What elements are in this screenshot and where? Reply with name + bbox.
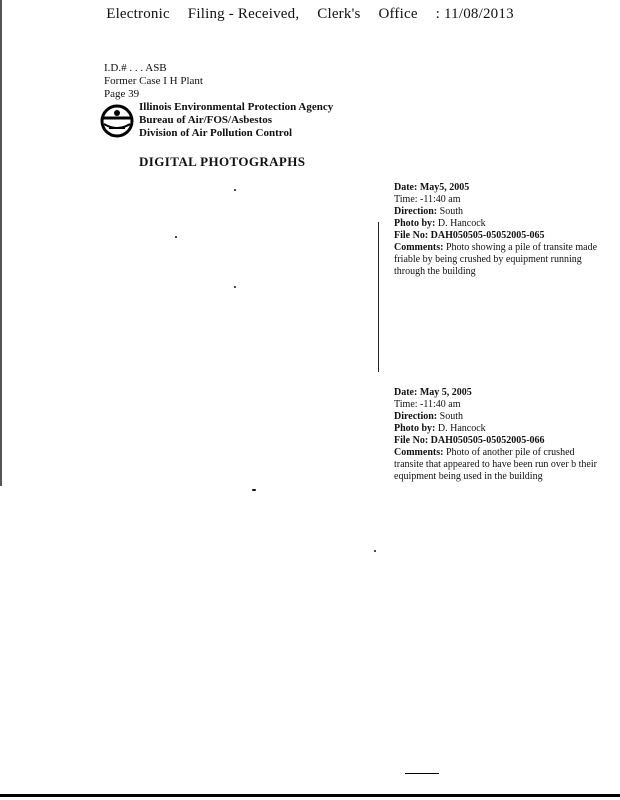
header-filing-received: Filing - Received, [187,6,300,22]
header-office: Office [378,6,418,22]
scan-speck [234,189,236,191]
scan-speck [234,286,236,288]
photo-time: Time: -11:40 am [394,194,461,205]
photo-file-number: File No: DAH050505-05052005-065 [394,230,545,241]
page-number: Page 39 [104,88,140,100]
photo-by: Photo by: D. Hancock [394,218,486,229]
bureau-name: Bureau of Air/FOS/Asbestos [139,114,273,126]
agency-seal-icon [100,104,136,138]
photo-divider [378,222,379,372]
header-electronic: Electronic [106,6,170,22]
scan-speck [175,236,177,238]
id-number: I.D.# . . . ASB [104,62,167,74]
header-date: : 11/08/2013 [435,6,514,22]
agency-name: Illinois Environmental Protection Agency [139,101,334,113]
photo-caption-1 [394,182,606,278]
photo-time: Time: -11:40 am [394,399,461,410]
scan-speck [252,489,256,491]
division-name: Division of Air Pollution Control [139,127,293,139]
header-clerks: Clerk's [317,6,361,22]
left-scan-edge [0,0,2,486]
footer-rule [405,773,439,774]
site-name: Former Case I H Plant [104,75,203,87]
photo-file-number: File No: DAH050505-05052005-066 [394,435,545,446]
page-bottom-edge [0,794,620,797]
photo-comments: Comments: Photo of another pile of crushed transite that appeared to have been run over b their equipment being used in the building [394,447,597,482]
photo-date: Date: May5, 2005 [394,182,470,193]
photo-direction: Direction: South [394,206,463,217]
page-title: DIGITAL PHOTOGRAPHS [139,154,306,169]
filing-header [0,6,620,23]
scan-speck [374,550,376,552]
photo-date: Date: May 5, 2005 [394,387,472,398]
photo-direction: Direction: South [394,411,463,422]
photo-by: Photo by: D. Hancock [394,423,486,434]
photo-caption-2 [394,387,606,483]
photo-comments: Comments: Photo showing a pile of transite made friable by being crushed by equipment running through the building [394,242,598,277]
